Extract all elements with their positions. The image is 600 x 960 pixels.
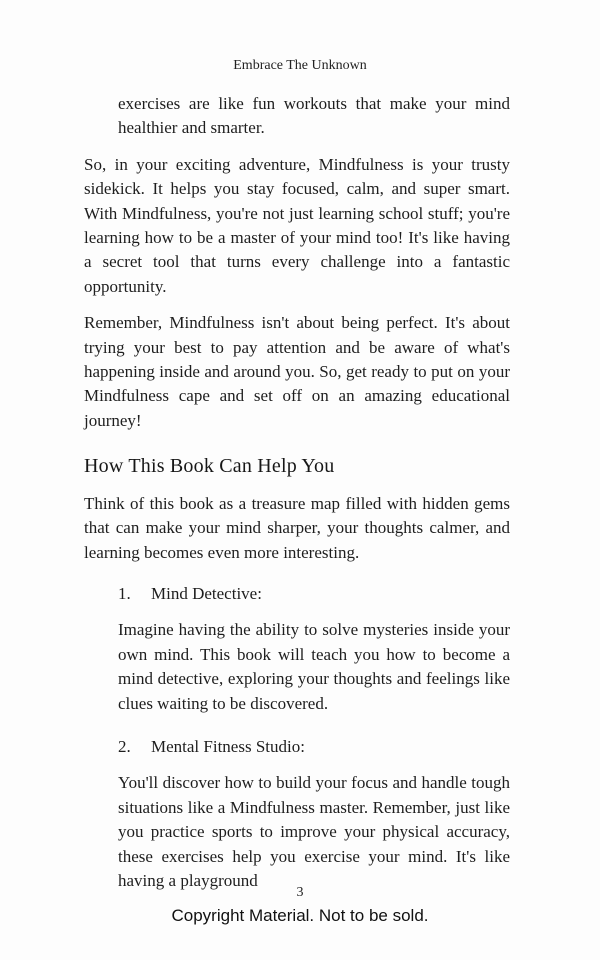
list-body: You'll discover how to build your focus and handle tough situations like a Mindfulness master. Remember, just like you practice sports to improve your physical accuracy, these exercises help you exercise your mind. It's like having a playground	[118, 773, 510, 890]
page-footer	[0, 884, 600, 926]
section-heading: How This Book Can Help You	[84, 455, 335, 478]
continued-paragraph: exercises are like fun workouts that make your mind healthier and smarter.	[118, 94, 510, 138]
list-title: Mind Detective:	[151, 583, 262, 603]
list-body: Imagine having the ability to solve mysteries inside your own mind. This book will teach you how to become a mind detective, exploring your thoughts and feelings like clues waiting to be discovered.	[118, 620, 510, 713]
numbered-list-item	[118, 735, 510, 893]
list-item-heading	[118, 735, 510, 759]
section-intro-paragraph: Think of this book as a treasure map filled with hidden gems that can make your mind sharper, your thoughts calmer, and learning becomes even more interesting.	[84, 493, 510, 562]
running-header: Embrace The Unknown	[233, 58, 367, 73]
list-number: 2.	[118, 736, 131, 756]
copyright-notice: Copyright Material. Not to be sold.	[171, 906, 429, 925]
page-body-text	[84, 92, 510, 893]
list-title: Mental Fitness Studio:	[151, 736, 305, 756]
list-item-heading	[118, 582, 510, 606]
list-number: 1.	[118, 583, 131, 603]
page-number: 3	[296, 885, 304, 900]
paragraph: Remember, Mindfulness isn't about being perfect. It's about trying your best to pay attention and be aware of what's happening inside and around you. So, get ready to put on your Mindfulness cape and set off on an amazing educational journey!	[84, 313, 510, 430]
paragraph: So, in your exciting adventure, Mindfulness is your trusty sidekick. It helps you stay focused, calm, and super smart. With Mindfulness, you're not just learning school stuff; you're learning how to be a master of your mind too! It's like having a secret tool that turns every challenge into a fantastic opportunity.	[84, 154, 510, 296]
numbered-list	[84, 582, 510, 893]
numbered-list-item	[118, 582, 510, 716]
